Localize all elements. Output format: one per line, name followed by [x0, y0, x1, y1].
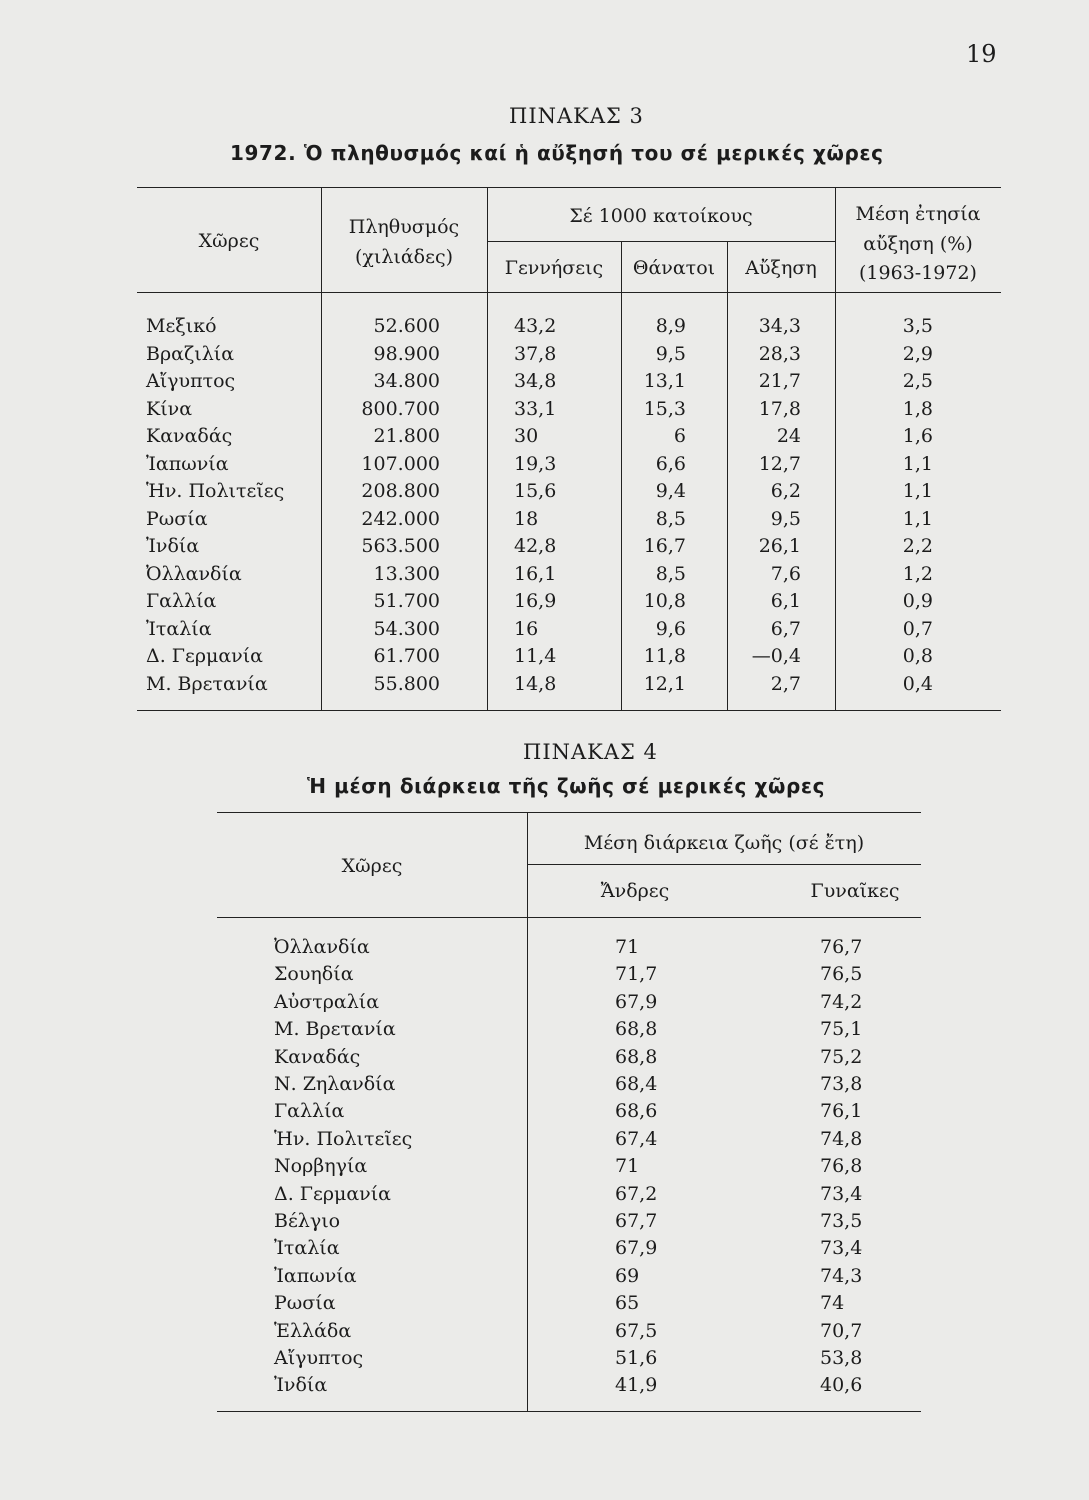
table3-cell-population: 563.500 [361, 535, 440, 557]
table3-cell-annual: 3,5 [902, 315, 933, 337]
table4-cell-men: 67,4 [615, 1127, 658, 1150]
table3-header-annual: αὔξηση (%) [863, 233, 973, 255]
table4-cell-women: 74,8 [820, 1127, 863, 1150]
table3-cell-annual: 1,1 [902, 507, 933, 530]
table4-cell-country: Νορβηγία [274, 1155, 368, 1178]
table3-cell-deaths: 12,1 [643, 672, 686, 695]
table3-cell-births: 15,6 [514, 480, 557, 502]
table4-cell-women: 73,4 [820, 1182, 863, 1205]
table4-cell-country: Αὐστραλία [274, 990, 380, 1013]
table4-row [0, 1263, 921, 1290]
table3-cell-population: 800.700 [361, 397, 440, 420]
table3-cell-deaths: 11,8 [643, 645, 686, 667]
table4-row [0, 961, 921, 988]
table3-cell-population: 51.700 [373, 590, 440, 612]
table4-cell-women: 40,6 [820, 1374, 863, 1397]
table3-cell-annual: 1,1 [902, 452, 933, 475]
table4-row [0, 1290, 921, 1317]
table4-row [0, 1345, 921, 1372]
table3-cell-growth: 7,6 [770, 562, 801, 585]
table3-cell-growth: 17,8 [758, 397, 801, 420]
table4-cell-country: Ἰταλία [274, 1237, 340, 1260]
table3-cell-growth: 9,5 [770, 507, 801, 530]
table3-cell-deaths: 9,5 [655, 342, 686, 365]
table4-cell-men: 67,7 [615, 1210, 658, 1232]
table4-cell-country: Καναδάς [274, 1045, 361, 1068]
table3-cell-growth: 6,2 [770, 480, 801, 502]
table3-cell-births: 16 [514, 617, 539, 640]
table4-cell-country: Μ. Βρετανία [274, 1018, 396, 1041]
table4-row [0, 934, 921, 961]
table4-header-men: Ἄνδρες [600, 880, 670, 902]
table3-cell-annual: 0,7 [902, 617, 933, 640]
table3-cell-births: 18 [514, 507, 539, 530]
table4-row [0, 1372, 921, 1399]
table4-row [0, 1044, 921, 1071]
table3-cell-births: 30 [514, 425, 539, 447]
table3-cell-births: 14,8 [514, 672, 557, 695]
table3-cell-growth: 26,1 [758, 535, 801, 557]
table3-header-rule [137, 292, 1001, 293]
table3-cell-births: 43,2 [514, 315, 557, 337]
table3-cell-deaths: 8,5 [655, 507, 686, 530]
table4-header-countries: Χῶρες [341, 855, 403, 877]
table3-cell-births: 33,1 [514, 397, 557, 420]
table3-cell-annual: 1,6 [902, 425, 933, 447]
table4-cell-country: Ρωσία [274, 1292, 336, 1315]
table4-cell-women: 73,5 [820, 1210, 863, 1232]
table3-cell-deaths: 9,6 [655, 617, 686, 640]
table3-cell-country: Αἴγυπτος [146, 370, 236, 392]
table3-cell-country: Ρωσία [146, 507, 208, 530]
table3-cell-population: 55.800 [373, 672, 440, 695]
table4-cell-country: Ν. Ζηλανδία [274, 1073, 396, 1095]
table3-cell-annual: 2,5 [902, 370, 933, 392]
table3-header-population: Πληθυσμός [348, 216, 460, 238]
table3-row [0, 423, 1001, 450]
table3-cell-country: Ἰνδία [146, 535, 200, 557]
table3-caption: ΠΙΝΑΚΑΣ 3 [509, 104, 644, 128]
table3-cell-population: 107.000 [361, 452, 440, 475]
table3-cell-country: Ὀλλανδία [146, 562, 242, 585]
table3-row [0, 533, 1001, 560]
table4-cell-men: 71 [615, 1155, 640, 1178]
table3-row [0, 588, 1001, 615]
table3-row [0, 616, 1001, 643]
table4-cell-country: Ἡν. Πολιτεῖες [274, 1127, 413, 1150]
table3-cell-country: Μ. Βρετανία [146, 672, 268, 695]
table3-row [0, 341, 1001, 368]
table4-cell-men: 71 [615, 936, 640, 958]
table3-cell-deaths: 8,5 [655, 562, 686, 585]
table4-cell-country: Γαλλία [274, 1100, 345, 1123]
table3-cell-annual: 2,2 [902, 535, 933, 557]
table3-row [0, 396, 1001, 423]
table3-cell-deaths: 16,7 [643, 535, 686, 557]
table3-cell-annual: 2,9 [902, 342, 933, 365]
table3-cell-growth: 6,1 [770, 590, 801, 612]
page-number: 19 [966, 40, 997, 68]
table3-subheader-rule [487, 241, 835, 242]
table3-cell-births: 42,8 [514, 535, 557, 557]
table4-cell-women: 76,1 [820, 1100, 863, 1123]
table4-cell-women: 75,2 [820, 1045, 863, 1068]
table3-row [0, 451, 1001, 478]
table3-cell-births: 11,4 [514, 645, 557, 667]
table3-cell-country: Μεξικό [146, 315, 217, 337]
table4-cell-country: Αἴγυπτος [274, 1347, 364, 1369]
table3-cell-country: Καναδάς [146, 425, 233, 447]
table3-cell-population: 34.800 [373, 370, 440, 392]
table3-top-rule [137, 187, 1001, 188]
table3-header-countries: Χῶρες [198, 230, 260, 252]
table3-cell-deaths: 10,8 [643, 590, 686, 612]
table3-cell-growth: 24 [776, 425, 801, 447]
table4-cell-men: 41,9 [615, 1374, 658, 1397]
table4-header-women: Γυναῖκες [810, 880, 900, 902]
table4-row [0, 1126, 921, 1153]
table4-cell-men: 68,8 [615, 1018, 658, 1041]
table3-cell-country: Ἰαπωνία [146, 452, 229, 475]
table3-header-population-unit: (χιλιάδες) [354, 246, 454, 268]
table4-cell-women: 53,8 [820, 1347, 863, 1369]
table3-cell-population: 21.800 [373, 425, 440, 447]
table3-cell-annual: 1,1 [902, 480, 933, 502]
table4-row [0, 1071, 921, 1098]
table4-cell-men: 65 [615, 1292, 640, 1315]
table3-cell-births: 34,8 [514, 370, 557, 392]
table3-cell-growth: 34,3 [758, 315, 801, 337]
table4-cell-men: 67,9 [615, 990, 658, 1013]
table4-cell-men: 67,5 [615, 1319, 658, 1342]
table3-cell-deaths: 9,4 [655, 480, 686, 502]
table4-cell-country: Δ. Γερμανία [274, 1182, 392, 1205]
table3-row [0, 561, 1001, 588]
table3-row [0, 313, 1001, 340]
table3-row [0, 671, 1001, 698]
table4-caption: ΠΙΝΑΚΑΣ 4 [523, 740, 658, 764]
table3-bottom-rule [137, 710, 1001, 711]
table4-cell-men: 68,4 [615, 1073, 658, 1095]
table4-bottom-rule [217, 1411, 921, 1412]
table4-cell-men: 67,9 [615, 1237, 658, 1260]
table3-cell-growth: 12,7 [758, 452, 801, 475]
table3-cell-population: 98.900 [373, 342, 440, 365]
table3-cell-deaths: 15,3 [643, 397, 686, 420]
table3-row [0, 478, 1001, 505]
table4-row [0, 1181, 921, 1208]
table3-cell-deaths: 8,9 [655, 315, 686, 337]
table3-cell-annual: 1,8 [902, 397, 933, 420]
table4-cell-country: Ἰαπωνία [274, 1264, 357, 1287]
table4-top-rule [217, 812, 921, 813]
table3-cell-births: 19,3 [514, 452, 557, 475]
table3-cell-population: 242.000 [361, 507, 440, 530]
table4-row [0, 1208, 921, 1235]
table3-cell-growth: 6,7 [770, 617, 801, 640]
table4-cell-women: 76,8 [820, 1155, 863, 1178]
table3-cell-annual: 0,8 [902, 645, 933, 667]
table4-row [0, 1153, 921, 1180]
table3-cell-country: Βραζιλία [146, 342, 235, 365]
table4-subheader-rule [527, 864, 921, 865]
table4-cell-country: Σουηδία [274, 963, 354, 986]
table3-cell-growth: 2,7 [770, 672, 801, 695]
table4-cell-women: 73,8 [820, 1073, 863, 1095]
table4-row [0, 1318, 921, 1345]
table4-row [0, 1016, 921, 1043]
table3-cell-annual: 0,9 [902, 590, 933, 612]
table4-cell-women: 75,1 [820, 1018, 863, 1041]
table3-cell-country: Ἡν. Πολιτεῖες [146, 480, 285, 502]
table3-cell-country: Ἰταλία [146, 617, 212, 640]
table3-cell-births: 37,8 [514, 342, 557, 365]
table3-cell-growth: 28,3 [758, 342, 801, 365]
table3-row [0, 506, 1001, 533]
table4-cell-men: 69 [615, 1264, 640, 1287]
table3-cell-deaths: 13,1 [643, 370, 686, 392]
table3-cell-population: 54.300 [373, 617, 440, 640]
table3-cell-growth: —0,4 [751, 645, 801, 667]
table4-cell-women: 76,5 [820, 963, 863, 986]
table4-cell-men: 71,7 [615, 963, 658, 986]
table4-cell-men: 67,2 [615, 1182, 658, 1205]
table4-cell-country: Ἑλλάδα [274, 1319, 352, 1342]
table3-cell-annual: 0,4 [902, 672, 933, 695]
table3-header-annual-period: (1963-1972) [859, 262, 977, 284]
table3-row [0, 368, 1001, 395]
table3-row [0, 643, 1001, 670]
table4-cell-country: Βέλγιο [274, 1210, 341, 1232]
table3-cell-population: 208.800 [361, 480, 440, 502]
table4-row [0, 1235, 921, 1262]
table4-row [0, 1098, 921, 1125]
table4-cell-country: Ἰνδία [274, 1374, 328, 1397]
table3-cell-deaths: 6,6 [655, 452, 686, 475]
table3-cell-country: Δ. Γερμανία [146, 645, 264, 667]
table4-row [0, 989, 921, 1016]
table3-cell-growth: 21,7 [758, 370, 801, 392]
table3-cell-births: 16,9 [514, 590, 557, 612]
table4-cell-women: 73,4 [820, 1237, 863, 1260]
table4-cell-women: 74,3 [820, 1264, 863, 1287]
table4-cell-men: 68,8 [615, 1045, 658, 1068]
table3-header-births: Γεννήσεις [504, 257, 604, 279]
table3-header-deaths: Θάνατοι [632, 257, 716, 279]
table4-title: Ἡ μέση διάρκεια τῆς ζωῆς σέ μερικές χῶρες [307, 774, 826, 798]
table4-header-rule [217, 917, 921, 918]
table3-title: 1972. Ὁ πληθυσμός καί ἡ αὔξησή του σέ μερικές χῶρες [230, 141, 884, 165]
table3-cell-population: 13.300 [373, 562, 440, 585]
table4-cell-women: 74 [820, 1292, 845, 1315]
table4-cell-men: 51,6 [615, 1347, 658, 1369]
table3-cell-country: Κίνα [146, 397, 193, 420]
table3-header-growth: Αὔξηση [745, 257, 817, 279]
table3-cell-births: 16,1 [514, 562, 557, 585]
table3-cell-annual: 1,2 [902, 562, 933, 585]
table4-cell-country: Ὀλλανδία [274, 936, 370, 958]
table3-header-annual: Μέση ἐτησία [855, 203, 981, 225]
table4-cell-women: 74,2 [820, 990, 863, 1013]
table4-cell-men: 68,6 [615, 1100, 658, 1123]
table4-header-life: Μέση διάρκεια ζωῆς (σέ ἔτη) [583, 832, 865, 854]
table3-cell-country: Γαλλία [146, 590, 217, 612]
table4-cell-women: 70,7 [820, 1319, 863, 1342]
table3-cell-population: 52.600 [373, 315, 440, 337]
table4-cell-women: 76,7 [820, 936, 863, 958]
table3-header-per1000: Σέ 1000 κατοίκους [569, 205, 753, 227]
table3-cell-population: 61.700 [373, 645, 440, 667]
table3-cell-deaths: 6 [673, 425, 686, 447]
